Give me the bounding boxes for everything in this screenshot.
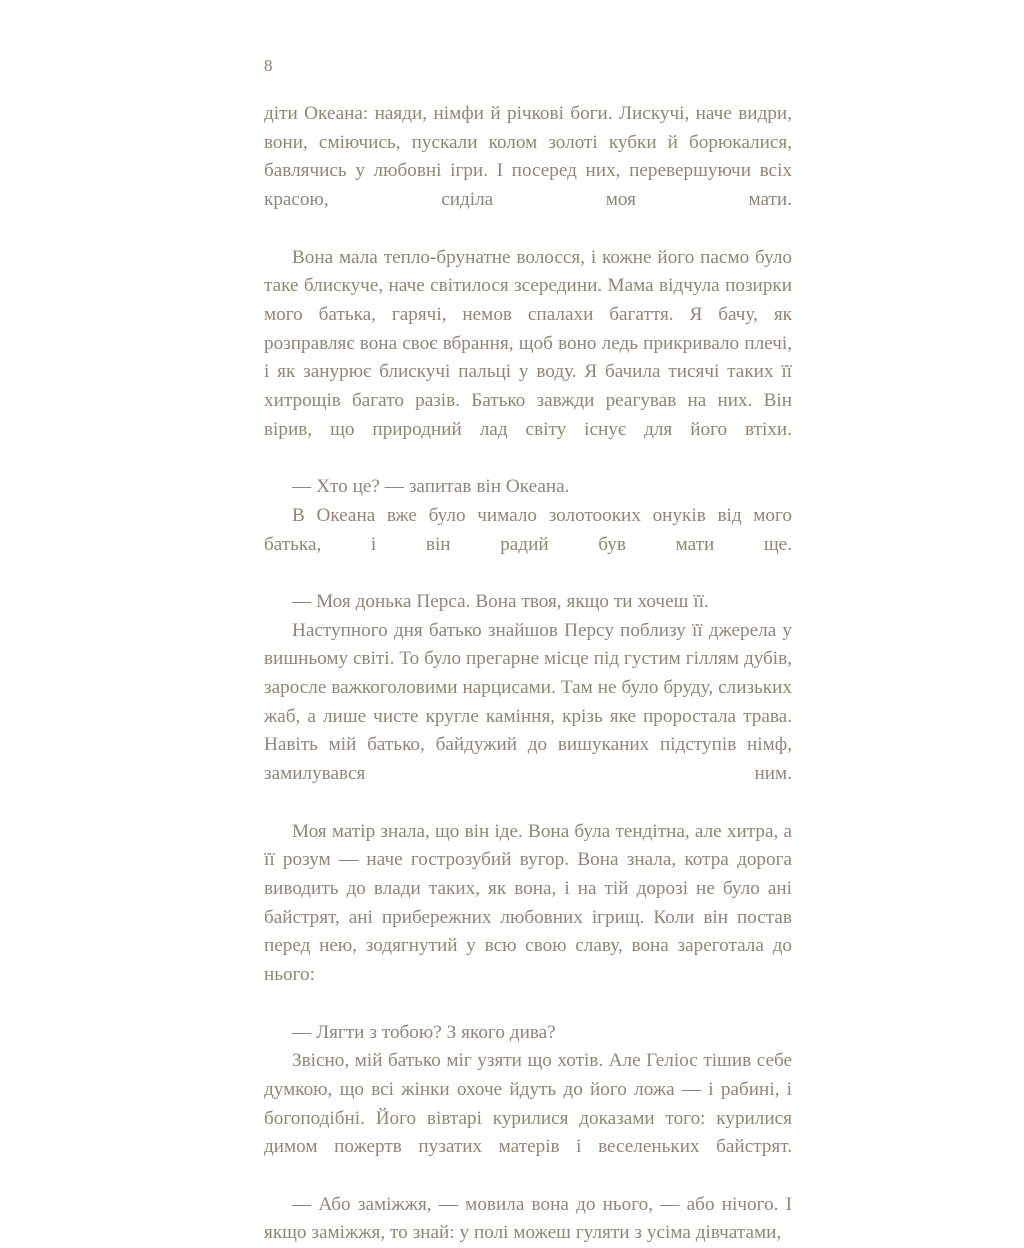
paragraph-dialogue: — Лягти з тобою? З якого дива? — [292, 1021, 556, 1043]
paragraph-dialogue: — Хто це? — запитав він Океана. — [292, 476, 570, 498]
paragraph: В Океана вже було чимало золотооких онуків від мого батька, і він радий був мати ще. — [264, 504, 792, 555]
page-number: 8 — [264, 56, 273, 75]
paragraph: Наступного дня батько знайшов Персу поблизу її джерела у вишньому світі. То було прегарне місце під густим гіллям дубів, заросле важкоголовими нарцисами. Там не було бруду, слизьких жаб, а лише чисте кругле каміння, крізь яке проростала трава. Навіть мій батько, байдужий до вишуканих підступів німф, замилувався ним. — [264, 619, 792, 785]
paragraph: Вона мала тепло-брунатне волосся, і кожне його пасмо було таке блискуче, наче світилося зсередини. Мама відчула позирки мого батька, гарячі, немов спалахи багаття. Я бачу, як розправляє вона своє вбрання, щоб воно ледь прикривало плечі, і як занурює блискучі пальці у воду. Я бачила тисячі таких її хитрощів багато разів. Батько завжди реагував на них. Він вірив, що природний лад світу існує для його втіхи. — [264, 246, 792, 440]
body-text-column — [264, 100, 792, 1248]
paragraph-dialogue-continued: — Або заміжжя, — мовила вона до нього, — або нічого. І якщо заміжжя, то знай: у полі можеш гуляти з усіма дівчатами, — [264, 1193, 792, 1244]
paragraph: Звісно, мій батько міг узяти що хотів. Але Геліос тішив себе думкою, що всі жінки охоче йдуть до його ложа — і рабині, і богоподібні. Його вівтарі курилися доказами того: курилися димом пожертв пузатих матерів і веселеньких байстрят. — [264, 1050, 792, 1158]
paragraph: діти Океана: наяди, німфи й річкові боги. Лискучі, наче видри, вони, сміючись, пускали колом золоті кубки й борюкалися, бавлячись у любовні ігри. І посеред них, перевершуючи всіх красою, сиділа моя мати. — [264, 103, 792, 211]
paragraph: Моя матір знала, що він іде. Вона була тендітна, але хитра, а її розум — наче гострозубий вугор. Вона знала, котра дорога виводить до влади таких, як вона, і на тій дорозі не було ані байстрят, ані прибережних любовних ігрищ. Коли він постав перед нею, зодягнутий у всю свою славу, вона зареготала до нього: — [264, 820, 792, 986]
paragraph-dialogue: — Моя донька Перса. Вона твоя, якщо ти хочеш її. — [292, 590, 709, 612]
